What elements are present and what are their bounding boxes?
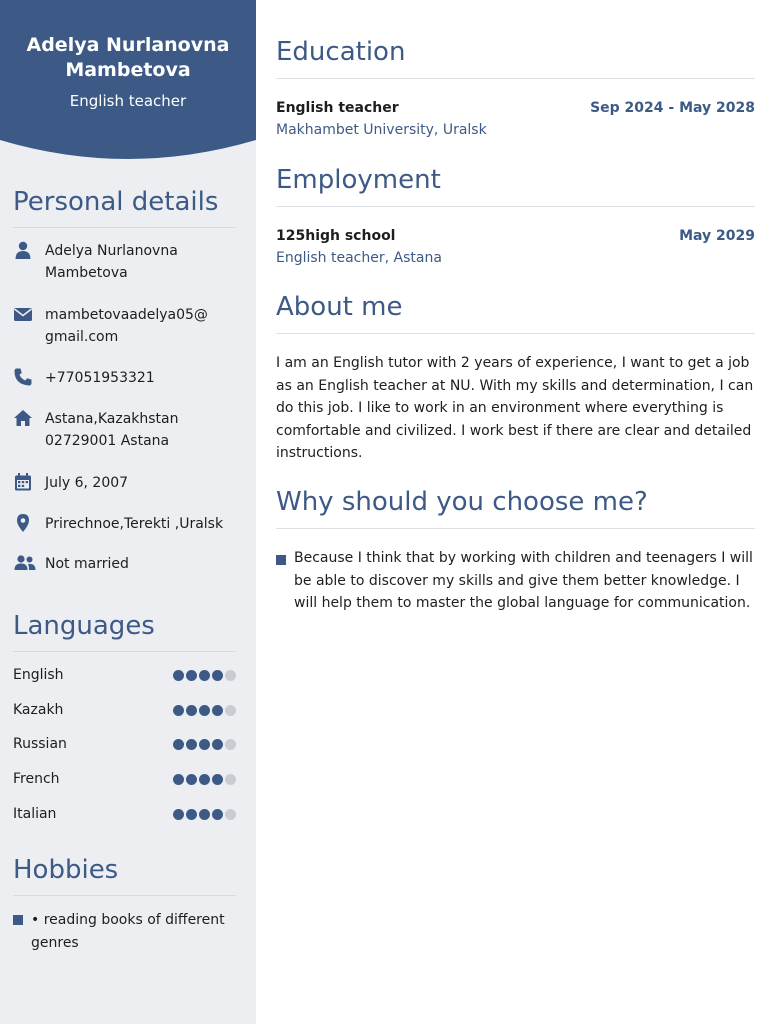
language-name: Italian [13,806,57,822]
education-heading: Education [276,37,406,67]
email-icon [13,304,33,324]
people-icon [13,553,37,573]
divider [276,78,755,79]
calendar-icon [13,472,33,492]
language-item [13,804,236,824]
divider [13,895,236,896]
education-institution: Makhambet University, Uralsk [276,122,487,138]
language-name: English [13,667,64,683]
home-icon [13,408,33,428]
candidate-title: English teacher [69,92,187,110]
detail-text: mambetovaadelya05@ gmail.com [45,307,208,345]
detail-text: Not married [45,556,129,572]
education-title: English teacher [276,100,399,116]
level-dot-filled [173,670,184,681]
detail-text: July 6, 2007 [45,475,129,491]
divider [276,206,755,207]
why-text: Because I think that by working with children and teenagers I will be able to discover my skills and give them better knowledge. I will help them to master the global language for communication. [294,550,753,611]
level-dot-filled [186,774,197,785]
level-dot-filled [199,705,210,716]
sidebar [0,0,256,1024]
language-item [13,700,236,720]
level-dot-filled [186,705,197,716]
level-dot-empty [225,705,236,716]
language-name: Kazakh [13,702,64,718]
divider [276,333,755,334]
personal-details-heading: Personal details [13,187,219,217]
language-name: French [13,771,60,787]
level-dot-filled [199,774,210,785]
level-dot-filled [199,809,210,820]
hobby-text: • reading books of different genres [31,912,225,951]
language-item [13,665,236,685]
level-dot-filled [199,739,210,750]
language-level [171,739,236,750]
profile-header [0,0,256,165]
language-level [171,670,236,681]
divider [276,528,755,529]
detail-text: +77051953321 [45,370,155,386]
detail-text: Adelya Nurlanovna Mambetova [45,243,178,281]
bullet-square-icon [13,915,23,925]
divider [13,651,236,652]
languages-heading: Languages [13,611,155,641]
level-dot-filled [199,670,210,681]
level-dot-filled [173,705,184,716]
level-dot-filled [212,705,223,716]
detail-text: Astana,Kazakhstan 02729001 Astana [45,411,179,449]
employment-heading: Employment [276,165,441,195]
level-dot-filled [186,670,197,681]
location-icon [13,513,33,533]
level-dot-filled [186,809,197,820]
detail-text: Prirechnoe,Terekti ,Uralsk [45,516,224,532]
level-dot-filled [173,774,184,785]
language-level [171,705,236,716]
language-item [13,734,236,754]
divider [13,227,236,228]
level-dot-filled [212,774,223,785]
level-dot-filled [173,739,184,750]
bullet-square-icon [276,555,286,565]
level-dot-empty [225,739,236,750]
level-dot-filled [212,670,223,681]
education-date: Sep 2024 - May 2028 [590,100,755,116]
phone-icon [13,367,33,387]
about-heading: About me [276,292,403,322]
level-dot-filled [186,739,197,750]
language-name: Russian [13,736,67,752]
language-level [171,774,236,785]
level-dot-empty [225,670,236,681]
level-dot-empty [225,809,236,820]
language-item [13,769,236,789]
employment-role: English teacher, Astana [276,250,442,266]
candidate-name: Adelya Nurlanovna Mambetova [26,34,230,81]
employment-title: 125high school [276,228,396,244]
level-dot-empty [225,774,236,785]
level-dot-filled [212,809,223,820]
why-heading: Why should you choose me? [276,487,648,517]
hobbies-heading: Hobbies [13,855,119,885]
level-dot-filled [173,809,184,820]
language-level [171,809,236,820]
employment-date: May 2029 [679,228,755,244]
person-icon [13,240,33,260]
level-dot-filled [212,739,223,750]
about-text: I am an English tutor with 2 years of experience, I want to get a job as an English teacher at NU. With my skills and determination, I can do this job. I like to work in an environment where everything is comfortable and civilized. I work best if there are clear and detailed instructions. [276,355,754,461]
